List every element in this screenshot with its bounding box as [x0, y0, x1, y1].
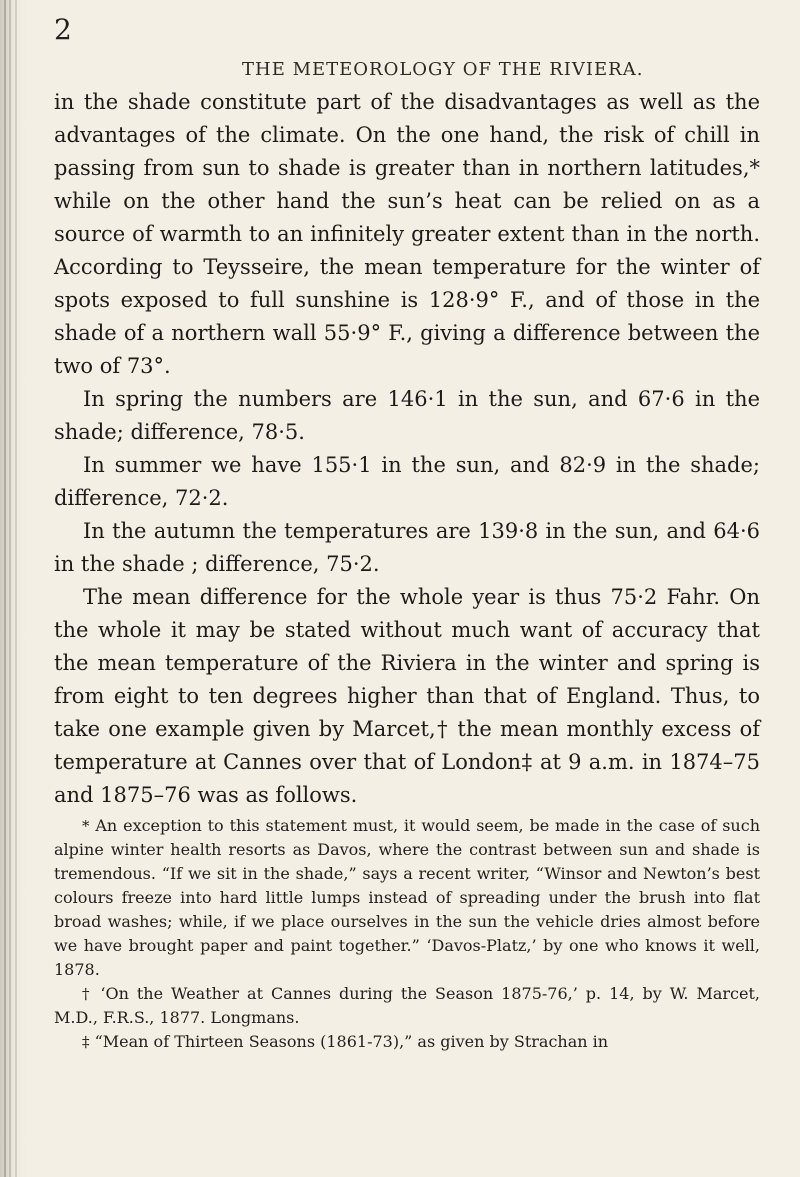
footnotes — [54, 814, 760, 1054]
footnote-marker: † — [82, 985, 93, 1003]
book-page — [54, 13, 761, 1054]
binding-line — [15, 0, 17, 1177]
binding-line — [4, 0, 6, 1177]
binding-line — [9, 0, 11, 1177]
body-text — [54, 86, 760, 812]
paragraph-sun-shade: in the shade constitute part of the disadvantages as well as the advantages of the climate. On the one hand, the risk of chill in passing from sun to shade is greater than in northern latitudes,* while on the other hand the sun’s heat can be relied on as a source of warmth to an infinitely greater extent than in the north. According to Teysseire, the mean temperature for the winter of spots exposed to full sunshine is 128·9° F., and of those in the shade of a northern wall 55·9° F., giving a difference between the two of 73°. — [54, 90, 760, 378]
page-number: 2 — [54, 13, 72, 46]
footnote-text: “Mean of Thirteen Seasons (1861-73),” as given by Strachan in — [94, 1032, 609, 1051]
paragraph-annual-mean: The mean difference for the whole year is thus 75·2 Fahr. On the whole it may be stated without much want of accuracy that the mean temperature of the Riviera in the winter and spring is from eight to ten degrees higher than that of England. Thus, to take one example given by Marcet,† the mean monthly excess of temperature at Cannes over that of London‡ at 9 a.m. in 1874–75 and 1875–76 was as follows. — [54, 585, 760, 807]
running-head — [54, 13, 760, 86]
footnote-marker: * — [82, 817, 90, 835]
footnote-marcet — [54, 982, 760, 1030]
footnote-strachan — [54, 1030, 760, 1054]
running-title: THE METEOROLOGY OF THE RIVIERA. — [242, 59, 644, 80]
footnote-davos — [54, 814, 760, 982]
footnote-text: ‘On the Weather at Cannes during the Season 1875-76,’ p. 14, by W. Marcet, M.D., F.R.S., 1877. Longmans. — [54, 984, 761, 1027]
paragraph-summer: In summer we have 155·1 in the sun, and 82·9 in the shade; difference, 72·2. — [54, 453, 760, 510]
paragraph-spring: In spring the numbers are 146·1 in the sun, and 67·6 in the shade; difference, 78·5. — [54, 387, 760, 444]
paragraph-autumn: In the autumn the temperatures are 139·8 in the sun, and 64·6 in the shade ; difference, 75·2. — [54, 519, 760, 576]
footnote-text: An exception to this statement must, it would seem, be made in the case of such alpine winter health resorts as Davos, where the contrast between sun and shade is tremendous. “If we sit in the shade,” says a recent writer, “Winsor and Newton’s best colours freeze into hard little lumps instead of spreading under the brush into flat broad washes; while, if we place ourselves in the sun the vehicle dries almost before we have brought paper and paint together.” ‘Davos-Platz,’ by one who knows it well, 1878. — [54, 816, 760, 979]
footnote-marker: ‡ — [82, 1033, 90, 1051]
